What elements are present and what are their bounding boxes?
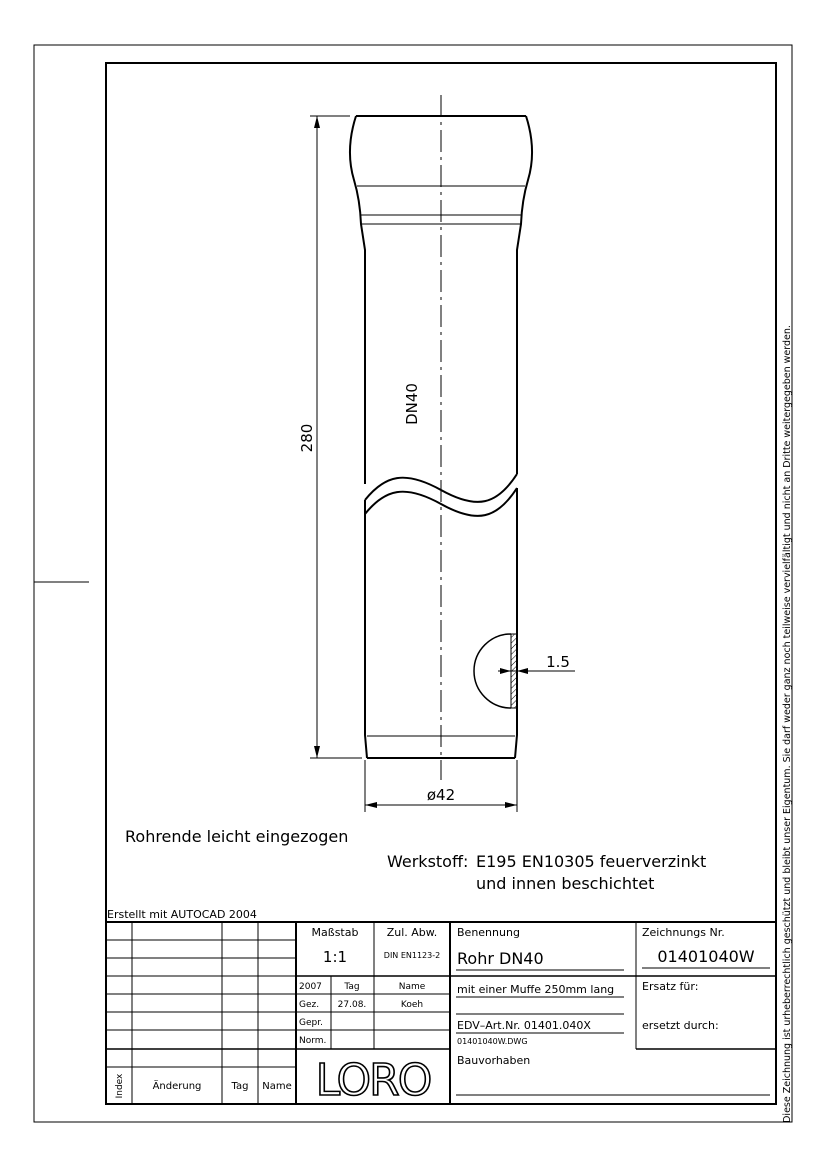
description: mit einer Muffe 250mm lang [457,983,615,996]
drawing-no-label: Zeichnungs Nr. [642,926,725,939]
day-label: Tag [344,982,360,992]
side-notice: Diese Zeichnung ist urheberrechtlich geschützt und bleibt unser Eigentum. Sie darf weder ganz noch teilweise vervielfältigt und nicht an Dritte weitergegeben werden. [782,325,793,1123]
scale-value: 1:1 [322,948,348,966]
nominal-size-label: DN40 [403,383,421,425]
dim-length-arrow-bottom [314,746,320,758]
drawing-no-value: 01401040W [657,947,755,966]
designation-label: Benennung [457,926,520,939]
dim-length-arrow-top [314,116,320,128]
created-with: Erstellt mit AUTOCAD 2004 [107,908,257,921]
dim-wall-arrow-1 [500,668,511,674]
tolerance-label: Zul. Abw. [386,926,438,939]
dim-wall-arrow-2 [517,668,528,674]
material-line-1: E195 EN10305 feuerverzinkt [476,852,707,871]
article-no: EDV–Art.Nr. 01401.040X [457,1019,591,1032]
tolerance-value: DIN EN1123-2 [383,951,441,960]
name-label: Name [398,982,426,992]
checked-label: Gepr. [299,1018,323,1028]
scale-label: Maßstab [311,926,359,939]
dim-wall-label: 1.5 [546,653,570,671]
replacement-label: Ersatz für: [642,980,699,993]
drawn-day: 27.08. [337,1000,367,1010]
drawn-label: Gez. [299,1000,320,1010]
material-label: Werkstoff: [387,852,469,871]
replaced-by-label: ersetzt durch: [642,1019,719,1032]
material-line-2: und innen beschichtet [476,874,655,893]
year: 2007 [299,982,322,992]
drawn-name: Koeh [400,1000,424,1010]
project-label: Bauvorhaben [457,1054,531,1067]
file-name: 01401040W.DWG [457,1037,528,1046]
rev-change-label: Änderung [152,1081,202,1092]
pipe-end-note: Rohrende leicht eingezogen [125,827,349,846]
designation-value: Rohr DN40 [457,949,544,968]
dim-length-label: 280 [298,423,316,453]
rev-day-label: Tag [231,1081,249,1092]
title-block [106,908,776,1106]
rev-name-label: Name [262,1081,292,1092]
rev-index-label: Index [115,1073,125,1099]
dim-dia-arrow-left [365,802,377,808]
dim-dia-label: ø42 [426,786,456,804]
dim-dia-arrow-right [505,802,517,808]
pipe-view [298,95,575,812]
loro-logo: LORO [315,1055,431,1106]
norm-label: Norm. [299,1036,327,1046]
